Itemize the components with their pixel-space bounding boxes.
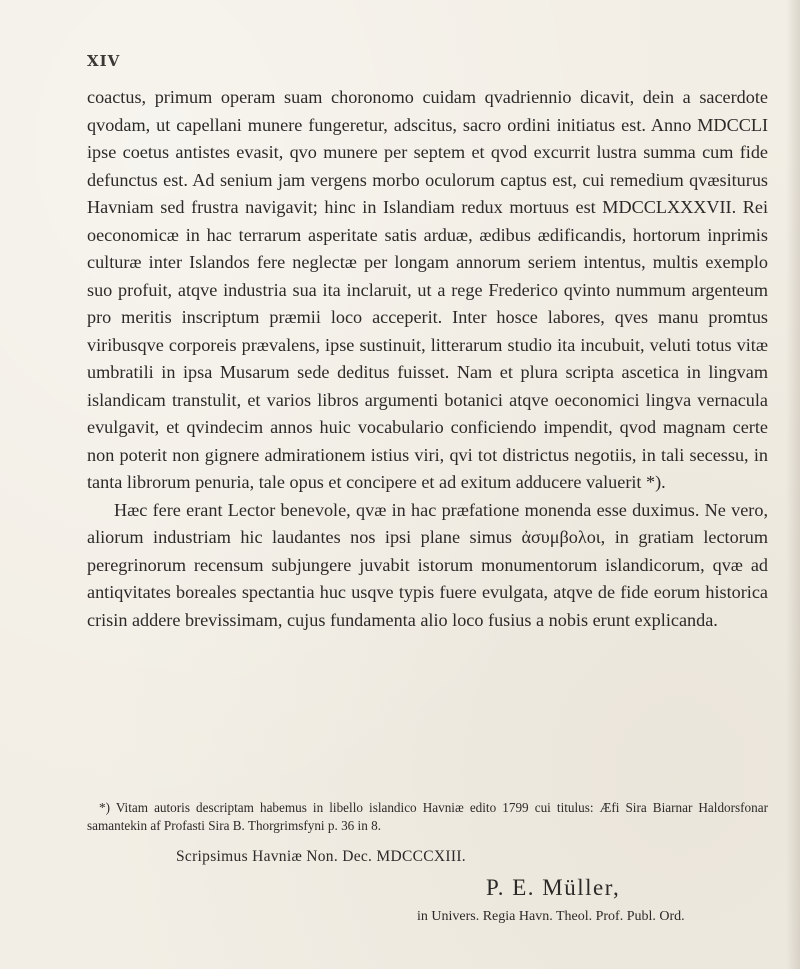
signature-title: in Univers. Regia Havn. Theol. Prof. Publ. Ord. [417, 909, 685, 924]
body-text [87, 84, 768, 634]
dateline: Scripsimus Havniæ Non. Dec. MDCCCXIII. [176, 848, 466, 865]
page-edge-shadow [786, 0, 800, 969]
page-number: XIV [87, 52, 121, 70]
signature-name: P. E. Müller, [486, 875, 621, 900]
footnote: *) Vitam autoris descriptam habemus in libello islandico Havniæ edito 1799 cui titulus: Æfi Sira Biarnar Haldorsfonar samantekin af Profasti Sira B. Thorgrimsfyni p. 36 in 8. [87, 800, 768, 833]
paragraph-biography: coactus, primum operam suam choronomo cuidam qvadriennio dicavit, dein a sacerdote qvodam, ut capellani munere fungeretur, adscitus, sacro ordini initiatus est. Anno MDCCLI ipse coetus antistes evasit, qvo munere per septem et qvod excurrit lustra summa cum fide defunctus est. Ad senium jam vergens morbo oculorum captus est, cui remedium qvæsiturus Havniam sed frustra navigavit; hinc in Islandiam redux mortuus est MDCCLXXXVII. Rei oeconomicæ in hac terrarum asperitate satis arduæ, ædibus ædificandis, hortorum inprimis culturæ inter Islandos fere neglectæ per longam annorum seriem intentus, multis exemplo suo profuit, atqve industria sua ita inclaruit, ut a rege Frederico qvinto nummum argenteum pro meritis inscriptum præmii loco acceperit. Inter hosce labores, qves manu promtus viribusqve corporeis prævalens, ipse sustinuit, litterarum studio ita incubuit, veluti totus vitæ umbratili in ipsa Musarum sede deditus fuisset. Nam et plura scripta ascetica in lingvam islandicam transtulit, et varios libros argumenti botanici atqve oeconomici lingva vernacula evulgavit, et qvindecim annos huic vocabulario conficiendo impendit, qvod magnam certe non poterit non gignere admirationem istius viri, qvi tot districtus negotiis, in tali secessu, in tanta librorum penuria, tale opus et concipere et ad exitum adducere valuerit *). [87, 87, 768, 492]
paragraph-conclusion: Hæc fere erant Lector benevole, qvæ in hac præfatione monenda esse duximus. Ne vero, aliorum industriam hic laudantes nos ipsi plane simus ἀσυμβολοι, in gratiam lectorum peregrinorum recensum subjungere juvabit istorum monumentorum islandicorum, qvæ ad antiqvitates boreales spectantia huc usqve typis fuere evulgata, atqve de fide eorum historica crisin addere brevissimam, cujus fundamenta alio loco fusius a nobis erunt explicanda. [87, 499, 768, 630]
